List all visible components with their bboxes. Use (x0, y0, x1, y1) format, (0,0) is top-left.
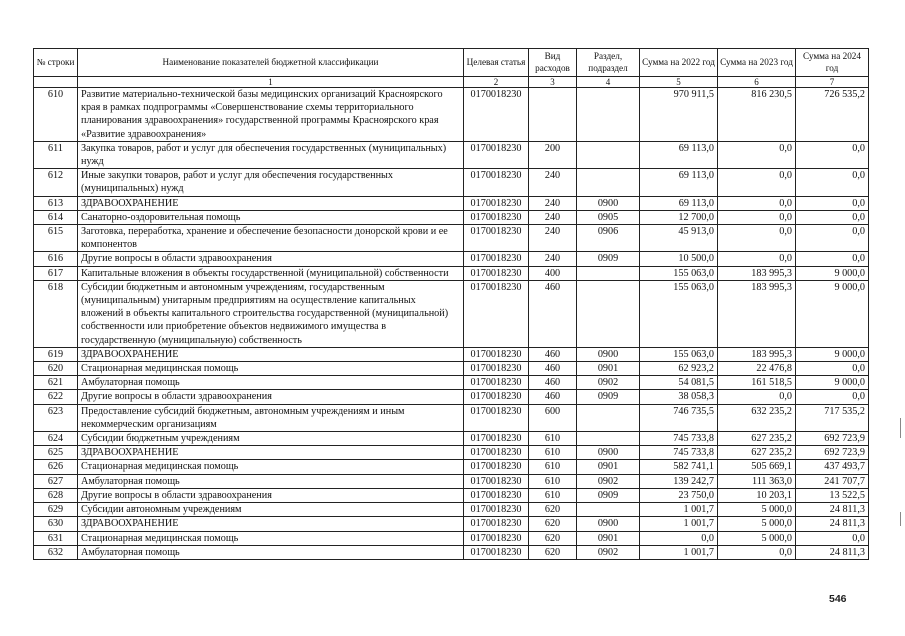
row-section: 0902 (577, 545, 640, 559)
row-sum-2024: 241 707,7 (796, 474, 869, 488)
row-vid: 460 (529, 362, 577, 376)
table-row (34, 432, 869, 446)
row-vid: 240 (529, 169, 577, 196)
table-row (34, 446, 869, 460)
column-number: 4 (577, 77, 640, 88)
row-sum-2023: 0,0 (718, 210, 796, 224)
row-name: Другие вопросы в области здравоохранения (78, 488, 464, 502)
row-sum-2023: 627 235,2 (718, 432, 796, 446)
row-number: 620 (34, 362, 78, 376)
row-vid: 400 (529, 266, 577, 280)
row-sum-2022: 12 700,0 (640, 210, 718, 224)
header-sum-2023: Сумма на 2023 год (718, 49, 796, 77)
row-name: Стационарная медицинская помощь (78, 460, 464, 474)
row-number: 631 (34, 531, 78, 545)
row-number: 612 (34, 169, 78, 196)
row-vid: 620 (529, 545, 577, 559)
row-section (577, 88, 640, 142)
row-vid: 200 (529, 141, 577, 168)
row-sum-2023: 0,0 (718, 545, 796, 559)
row-sum-2023: 0,0 (718, 225, 796, 252)
row-number: 629 (34, 503, 78, 517)
row-sum-2024: 0,0 (796, 210, 869, 224)
row-section (577, 503, 640, 517)
row-number: 632 (34, 545, 78, 559)
row-target: 0170018230 (464, 460, 529, 474)
table-row (34, 225, 869, 252)
page-number: 546 (829, 593, 847, 605)
row-sum-2022: 45 913,0 (640, 225, 718, 252)
row-section (577, 169, 640, 196)
row-target: 0170018230 (464, 404, 529, 431)
row-number: 630 (34, 517, 78, 531)
row-vid: 240 (529, 196, 577, 210)
row-section: 0900 (577, 196, 640, 210)
row-name: Другие вопросы в области здравоохранения (78, 390, 464, 404)
row-vid: 610 (529, 446, 577, 460)
row-name: Стационарная медицинская помощь (78, 531, 464, 545)
row-sum-2024: 0,0 (796, 141, 869, 168)
row-section (577, 404, 640, 431)
table-row (34, 362, 869, 376)
row-number: 621 (34, 376, 78, 390)
table-row (34, 210, 869, 224)
row-vid: 460 (529, 390, 577, 404)
row-target: 0170018230 (464, 390, 529, 404)
table-row (34, 517, 869, 531)
row-sum-2023: 0,0 (718, 141, 796, 168)
row-name: Санаторно-оздоровительная помощь (78, 210, 464, 224)
row-name: ЗДРАВООХРАНЕНИЕ (78, 196, 464, 210)
row-name: Субсидии бюджетным учреждениям (78, 432, 464, 446)
row-sum-2023: 505 669,1 (718, 460, 796, 474)
row-vid: 620 (529, 531, 577, 545)
row-sum-2023: 5 000,0 (718, 503, 796, 517)
row-section: 0900 (577, 446, 640, 460)
column-number: 2 (464, 77, 529, 88)
row-sum-2022: 1 001,7 (640, 503, 718, 517)
row-number: 628 (34, 488, 78, 502)
row-sum-2022: 746 735,5 (640, 404, 718, 431)
row-target: 0170018230 (464, 488, 529, 502)
row-sum-2023: 10 203,1 (718, 488, 796, 502)
row-sum-2022: 582 741,1 (640, 460, 718, 474)
row-sum-2023: 5 000,0 (718, 531, 796, 545)
row-name: Амбулаторная помощь (78, 545, 464, 559)
row-sum-2023: 0,0 (718, 390, 796, 404)
row-vid: 600 (529, 404, 577, 431)
row-target: 0170018230 (464, 141, 529, 168)
row-target: 0170018230 (464, 376, 529, 390)
column-number: 5 (640, 77, 718, 88)
header-vid: Вид расходов (529, 49, 577, 77)
table-row (34, 376, 869, 390)
table-row (34, 347, 869, 361)
row-section: 0901 (577, 460, 640, 474)
row-vid: 610 (529, 460, 577, 474)
row-number: 610 (34, 88, 78, 142)
row-number: 613 (34, 196, 78, 210)
row-sum-2024: 24 811,3 (796, 545, 869, 559)
row-number: 623 (34, 404, 78, 431)
row-target: 0170018230 (464, 196, 529, 210)
row-sum-2024: 9 000,0 (796, 376, 869, 390)
row-section (577, 266, 640, 280)
row-sum-2022: 0,0 (640, 531, 718, 545)
row-number: 615 (34, 225, 78, 252)
row-section: 0902 (577, 376, 640, 390)
row-sum-2024: 9 000,0 (796, 266, 869, 280)
row-name: Амбулаторная помощь (78, 474, 464, 488)
row-sum-2023: 5 000,0 (718, 517, 796, 531)
row-target: 0170018230 (464, 517, 529, 531)
row-sum-2022: 1 001,7 (640, 545, 718, 559)
row-sum-2023: 183 995,3 (718, 280, 796, 347)
margin-mark (900, 512, 901, 526)
row-name: ЗДРАВООХРАНЕНИЕ (78, 517, 464, 531)
row-sum-2023: 0,0 (718, 169, 796, 196)
row-vid (529, 88, 577, 142)
row-sum-2022: 155 063,0 (640, 266, 718, 280)
row-sum-2024: 717 535,2 (796, 404, 869, 431)
row-section: 0901 (577, 362, 640, 376)
table-row (34, 141, 869, 168)
header-section: Раздел, подраздел (577, 49, 640, 77)
row-name: ЗДРАВООХРАНЕНИЕ (78, 446, 464, 460)
row-sum-2024: 0,0 (796, 390, 869, 404)
row-sum-2023: 22 476,8 (718, 362, 796, 376)
column-number: 3 (529, 77, 577, 88)
row-number: 626 (34, 460, 78, 474)
row-sum-2022: 745 733,8 (640, 446, 718, 460)
row-sum-2022: 62 923,2 (640, 362, 718, 376)
row-sum-2024: 24 811,3 (796, 517, 869, 531)
row-sum-2024: 726 535,2 (796, 88, 869, 142)
row-target: 0170018230 (464, 252, 529, 266)
row-name: Предоставление субсидий бюджетным, автономным учреждениям и иным некоммерческим организациям (78, 404, 464, 431)
row-section: 0905 (577, 210, 640, 224)
row-number: 624 (34, 432, 78, 446)
row-number: 619 (34, 347, 78, 361)
row-sum-2024: 692 723,9 (796, 446, 869, 460)
table-row (34, 404, 869, 431)
row-name: Стационарная медицинская помощь (78, 362, 464, 376)
row-sum-2023: 816 230,5 (718, 88, 796, 142)
row-vid: 620 (529, 517, 577, 531)
header-num: № строки (34, 49, 78, 77)
row-sum-2022: 69 113,0 (640, 169, 718, 196)
row-sum-2024: 0,0 (796, 362, 869, 376)
row-section (577, 280, 640, 347)
row-sum-2022: 1 001,7 (640, 517, 718, 531)
row-section (577, 432, 640, 446)
column-number (34, 77, 78, 88)
row-sum-2022: 38 058,3 (640, 390, 718, 404)
table-row (34, 252, 869, 266)
table-row (34, 169, 869, 196)
header-name: Наименование показателей бюджетной классификации (78, 49, 464, 77)
row-sum-2023: 632 235,2 (718, 404, 796, 431)
row-name: Закупка товаров, работ и услуг для обеспечения государственных (муниципальных) нужд (78, 141, 464, 168)
row-vid: 610 (529, 432, 577, 446)
header-sum-2024: Сумма на 2024 год (796, 49, 869, 77)
row-sum-2024: 692 723,9 (796, 432, 869, 446)
row-section: 0901 (577, 531, 640, 545)
row-vid: 460 (529, 280, 577, 347)
row-sum-2022: 155 063,0 (640, 347, 718, 361)
row-target: 0170018230 (464, 474, 529, 488)
row-sum-2023: 111 363,0 (718, 474, 796, 488)
row-name: Субсидии бюджетным и автономным учреждениям, государственным (муниципальным) унитарным предприятиям на осуществление капитальных вложений в объекты капитального строительства государственной (муниципальной) собственности или приобретение объектов недвижимого имущества в государственную (муниципальную) собственность (78, 280, 464, 347)
row-sum-2024: 9 000,0 (796, 347, 869, 361)
row-name: Амбулаторная помощь (78, 376, 464, 390)
column-number-row (34, 77, 869, 88)
row-vid: 240 (529, 252, 577, 266)
row-target: 0170018230 (464, 545, 529, 559)
row-sum-2022: 745 733,8 (640, 432, 718, 446)
row-target: 0170018230 (464, 169, 529, 196)
row-vid: 460 (529, 347, 577, 361)
row-vid: 610 (529, 474, 577, 488)
table-row (34, 531, 869, 545)
table-row (34, 266, 869, 280)
row-target: 0170018230 (464, 446, 529, 460)
table-row (34, 474, 869, 488)
table-row (34, 503, 869, 517)
row-name: Иные закупки товаров, работ и услуг для обеспечения государственных (муниципальных) нужд (78, 169, 464, 196)
row-sum-2023: 183 995,3 (718, 347, 796, 361)
row-name: Субсидии автономным учреждениям (78, 503, 464, 517)
row-number: 616 (34, 252, 78, 266)
row-number: 617 (34, 266, 78, 280)
table-row (34, 280, 869, 347)
row-name: Другие вопросы в области здравоохранения (78, 252, 464, 266)
row-number: 625 (34, 446, 78, 460)
row-sum-2023: 0,0 (718, 252, 796, 266)
row-section: 0909 (577, 390, 640, 404)
row-target: 0170018230 (464, 503, 529, 517)
table-row (34, 488, 869, 502)
row-target: 0170018230 (464, 362, 529, 376)
table-row (34, 390, 869, 404)
table-row (34, 545, 869, 559)
row-target: 0170018230 (464, 432, 529, 446)
row-vid: 460 (529, 376, 577, 390)
row-sum-2022: 54 081,5 (640, 376, 718, 390)
row-target: 0170018230 (464, 347, 529, 361)
row-vid: 240 (529, 210, 577, 224)
row-sum-2024: 24 811,3 (796, 503, 869, 517)
row-sum-2023: 161 518,5 (718, 376, 796, 390)
row-sum-2024: 0,0 (796, 196, 869, 210)
row-section: 0902 (577, 474, 640, 488)
row-name: Заготовка, переработка, хранение и обеспечение безопасности донорской крови и ее компонентов (78, 225, 464, 252)
header-row (34, 49, 869, 77)
row-section: 0906 (577, 225, 640, 252)
header-target: Целевая статья (464, 49, 529, 77)
row-number: 614 (34, 210, 78, 224)
column-number: 1 (78, 77, 464, 88)
header-sum-2022: Сумма на 2022 год (640, 49, 718, 77)
row-sum-2022: 69 113,0 (640, 141, 718, 168)
row-sum-2023: 627 235,2 (718, 446, 796, 460)
row-vid: 620 (529, 503, 577, 517)
row-sum-2024: 0,0 (796, 252, 869, 266)
row-sum-2022: 155 063,0 (640, 280, 718, 347)
row-target: 0170018230 (464, 266, 529, 280)
row-section: 0909 (577, 488, 640, 502)
table-row (34, 88, 869, 142)
row-target: 0170018230 (464, 280, 529, 347)
row-section (577, 141, 640, 168)
row-target: 0170018230 (464, 531, 529, 545)
row-sum-2024: 0,0 (796, 169, 869, 196)
row-number: 627 (34, 474, 78, 488)
row-vid: 240 (529, 225, 577, 252)
table-row (34, 196, 869, 210)
row-name: Развитие материально-технической базы медицинских организаций Красноярского края в рамках подпрограммы «Совершенствование схемы территориального планирования здравоохранения» государственной программы Красноярского края «Развитие здравоохранения» (78, 88, 464, 142)
row-sum-2022: 69 113,0 (640, 196, 718, 210)
table-body (34, 88, 869, 560)
row-target: 0170018230 (464, 225, 529, 252)
row-number: 622 (34, 390, 78, 404)
column-number: 6 (718, 77, 796, 88)
row-sum-2024: 0,0 (796, 531, 869, 545)
row-section: 0909 (577, 252, 640, 266)
row-sum-2024: 437 493,7 (796, 460, 869, 474)
row-section: 0900 (577, 517, 640, 531)
row-sum-2022: 23 750,0 (640, 488, 718, 502)
row-sum-2022: 10 500,0 (640, 252, 718, 266)
row-sum-2024: 0,0 (796, 225, 869, 252)
table-row (34, 460, 869, 474)
row-vid: 610 (529, 488, 577, 502)
row-sum-2022: 139 242,7 (640, 474, 718, 488)
margin-mark (900, 418, 901, 438)
row-sum-2024: 13 522,5 (796, 488, 869, 502)
row-section: 0900 (577, 347, 640, 361)
row-sum-2022: 970 911,5 (640, 88, 718, 142)
row-sum-2024: 9 000,0 (796, 280, 869, 347)
row-target: 0170018230 (464, 88, 529, 142)
row-name: ЗДРАВООХРАНЕНИЕ (78, 347, 464, 361)
budget-table (33, 48, 869, 560)
row-name: Капитальные вложения в объекты государственной (муниципальной) собственности (78, 266, 464, 280)
row-number: 611 (34, 141, 78, 168)
row-sum-2023: 0,0 (718, 196, 796, 210)
row-sum-2023: 183 995,3 (718, 266, 796, 280)
row-number: 618 (34, 280, 78, 347)
row-target: 0170018230 (464, 210, 529, 224)
column-number: 7 (796, 77, 869, 88)
